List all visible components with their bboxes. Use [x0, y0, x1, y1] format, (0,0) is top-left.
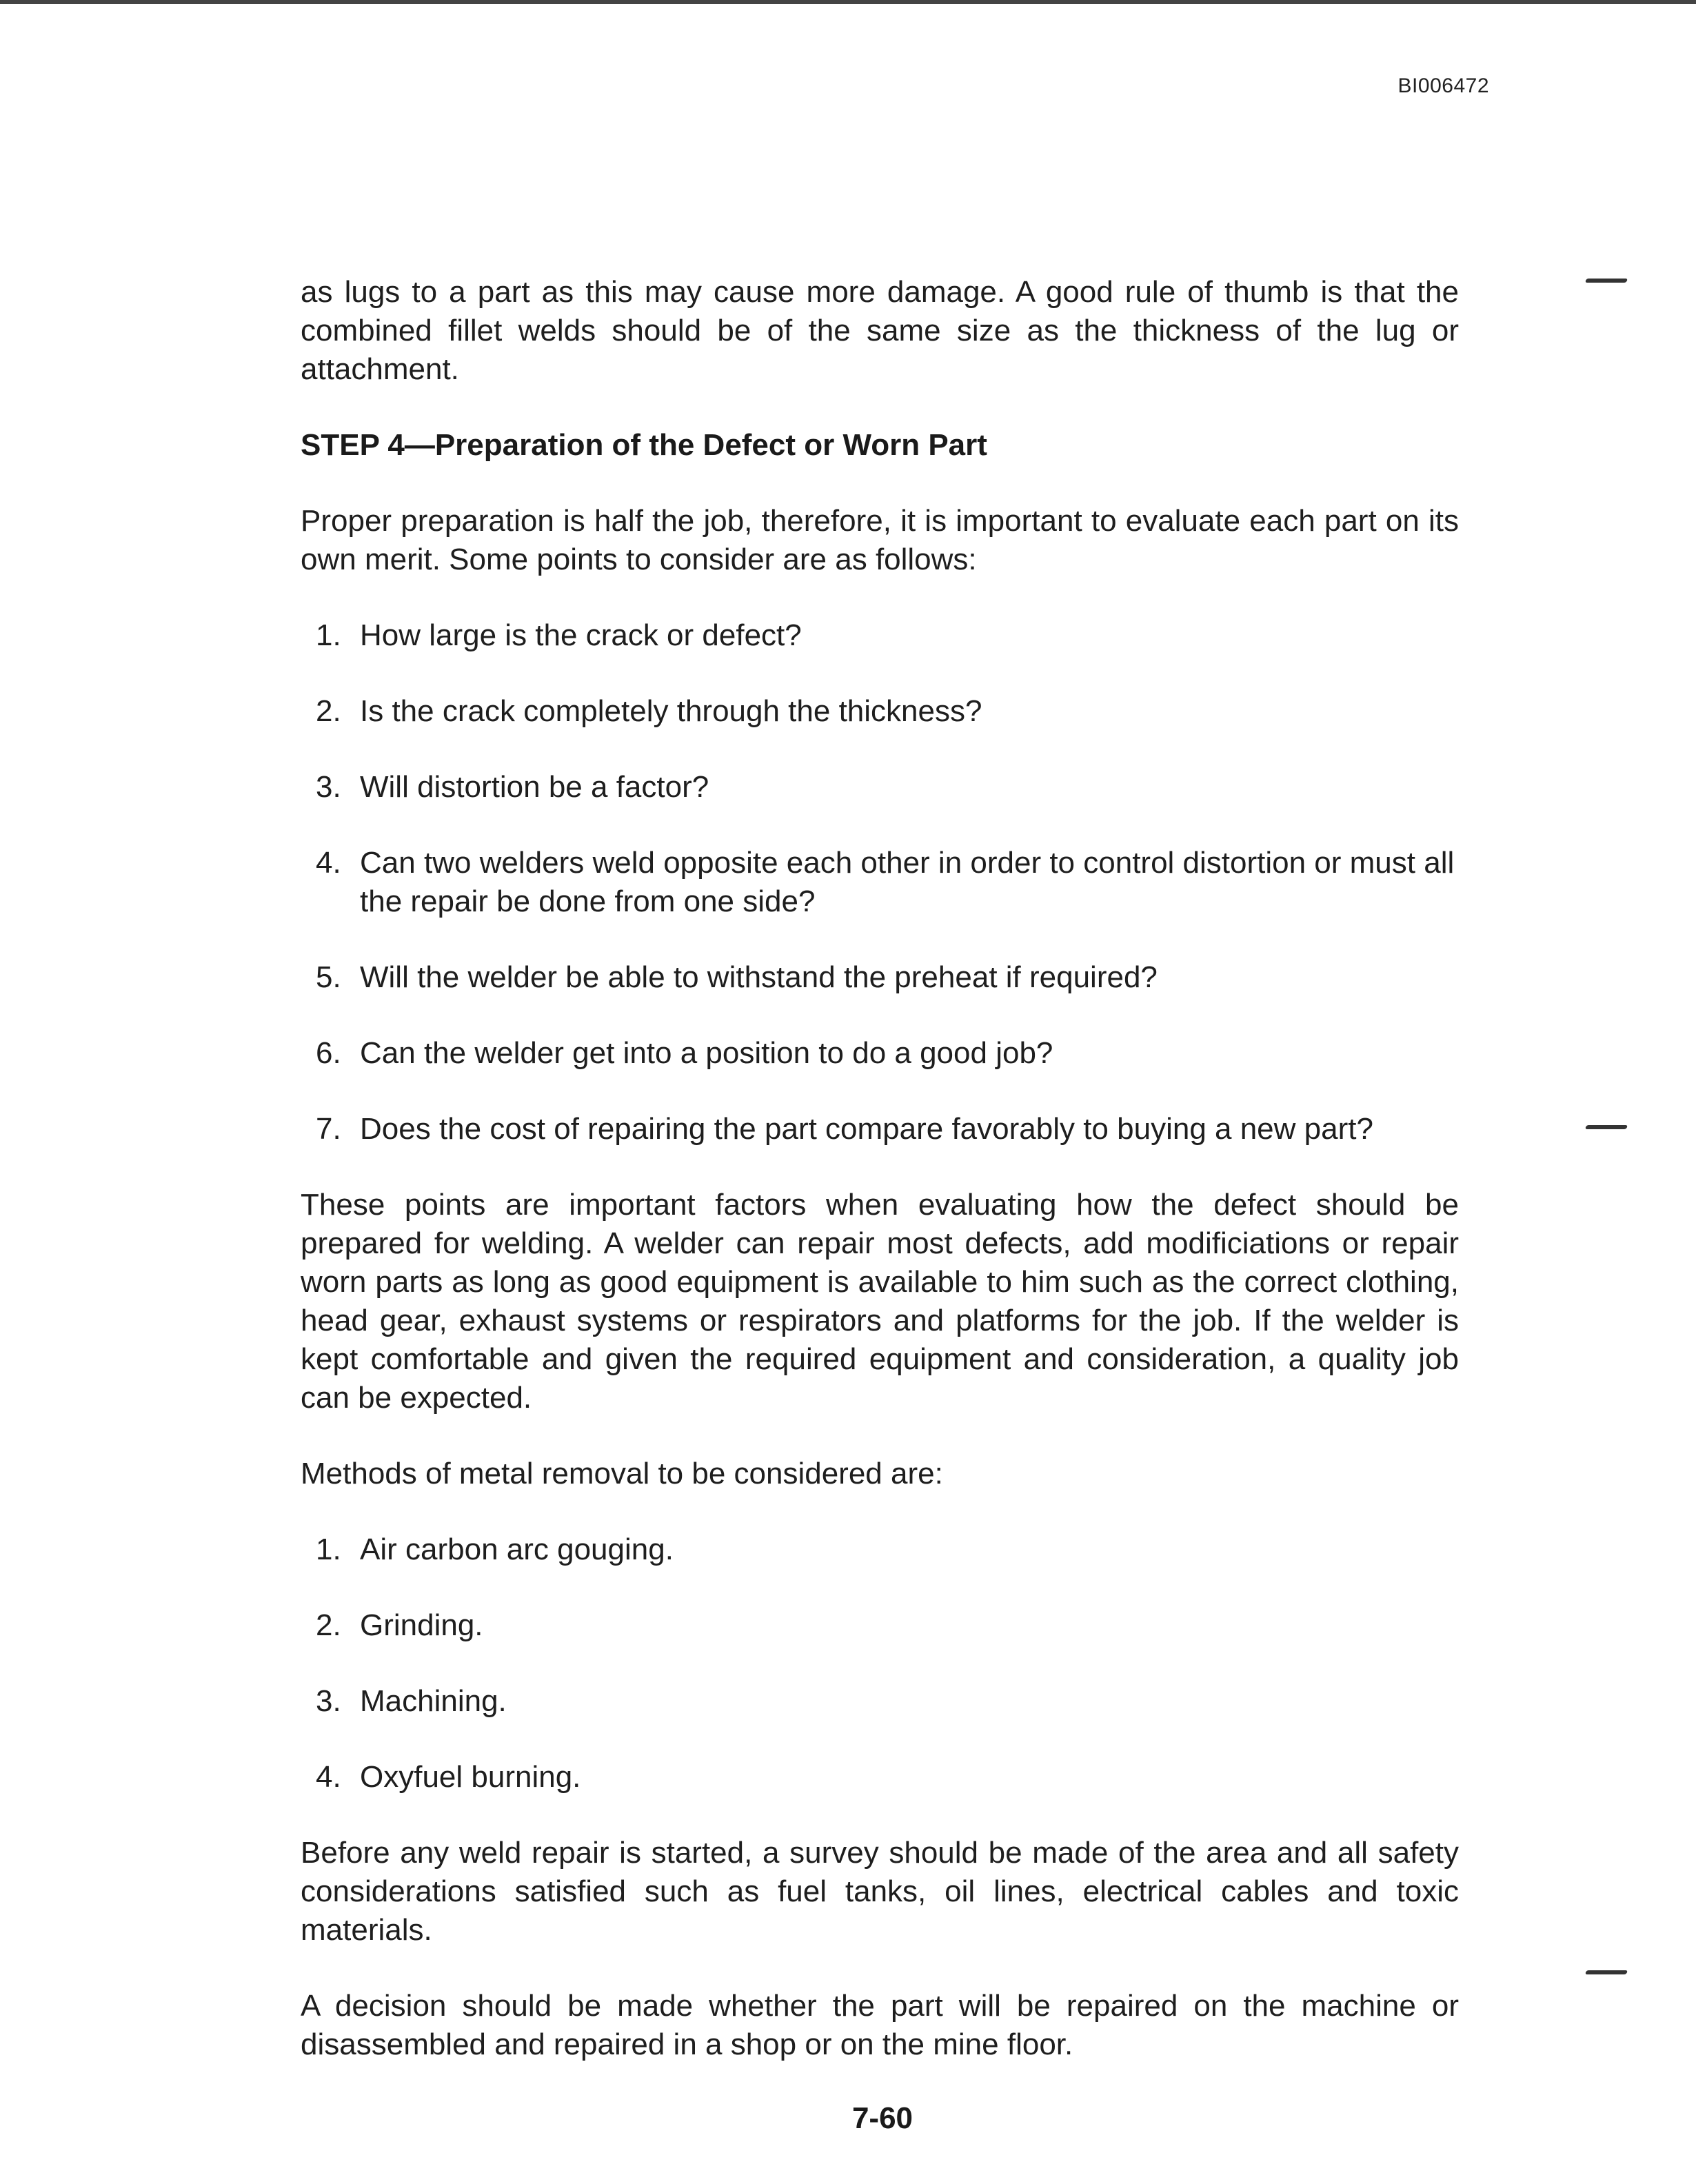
factors-paragraph: These points are important factors when evaluating how the defect should be prepared for welding. A welder can repair most defects, add modificiations or repair worn parts as long as good equipment is available to him such as the correct clothing, head gear, exhaust systems or respirators and platforms for the job. If the welder is kept comfortable and given the required equipment and consideration, a quality job can be expected.	[301, 1188, 1459, 1415]
methods-intro: Methods of metal removal to be considered are:	[301, 1457, 943, 1490]
top-rule	[0, 0, 1696, 4]
list-number: 2.	[316, 1608, 341, 1642]
list-number: 1.	[316, 1533, 341, 1566]
margin-mark	[1585, 279, 1628, 283]
step-heading: STEP 4—Preparation of the Defect or Worn Part	[301, 428, 987, 462]
list-number: 5.	[316, 960, 341, 994]
list-item	[301, 1034, 1459, 1073]
list-item	[301, 1758, 1459, 1797]
preparation-paragraph: Proper preparation is half the job, therefore, it is important to evaluate each part on its own merit. Some points to consider are as follows:	[301, 504, 1459, 576]
list-item-text: Air carbon arc gouging.	[360, 1533, 674, 1566]
list-item	[301, 1682, 1459, 1721]
list-number: 3.	[316, 770, 341, 804]
list-item	[301, 844, 1459, 921]
list-item	[301, 1110, 1459, 1149]
intro-paragraph: as lugs to a part as this may cause more damage. A good rule of thumb is that the combined fillet welds should be of the same size as the thickness of the lug or attachment.	[301, 275, 1459, 386]
margin-mark	[1585, 1125, 1628, 1129]
list-number: 3.	[316, 1684, 341, 1718]
list-item	[301, 1606, 1459, 1645]
list-item	[301, 616, 1459, 655]
list-item-text: Can the welder get into a position to do a good job?	[360, 1036, 1053, 1070]
margin-mark	[1585, 1970, 1628, 1974]
list-item-text: Oxyfuel burning.	[360, 1760, 581, 1794]
page-content	[301, 273, 1459, 2101]
list-item-text: Will distortion be a factor?	[360, 770, 709, 804]
list-item	[301, 768, 1459, 807]
list-number: 4.	[316, 1760, 341, 1794]
list-number: 1.	[316, 618, 341, 652]
list-item	[301, 958, 1459, 997]
methods-list	[301, 1530, 1459, 1797]
list-number: 4.	[316, 846, 341, 880]
list-item-text: Is the crack completely through the thickness?	[360, 694, 982, 728]
list-item-text: Does the cost of repairing the part compare favorably to buying a new part?	[360, 1112, 1373, 1146]
page-number: 7-60	[851, 2101, 913, 2135]
list-item-text: Grinding.	[360, 1608, 483, 1642]
list-item	[301, 1530, 1459, 1569]
list-number: 2.	[316, 694, 341, 728]
survey-paragraph: Before any weld repair is started, a survey should be made of the area and all safety considerations satisfied such as fuel tanks, oil lines, electrical cables and toxic materials.	[301, 1836, 1459, 1947]
list-item	[301, 692, 1459, 731]
decision-paragraph: A decision should be made whether the part will be repaired on the machine or disassembled and repaired in a shop or on the mine floor.	[301, 1989, 1459, 2061]
list-item-text: Machining.	[360, 1684, 507, 1718]
considerations-list	[301, 616, 1459, 1149]
list-number: 7.	[316, 1112, 341, 1146]
list-item-text: How large is the crack or defect?	[360, 618, 802, 652]
list-item-text: Will the welder be able to withstand the preheat if required?	[360, 960, 1158, 994]
document-id: BI006472	[1397, 74, 1489, 97]
list-item-text: Can two welders weld opposite each other in order to control distortion or must all the repair be done from one side?	[360, 846, 1455, 918]
list-number: 6.	[316, 1036, 341, 1070]
